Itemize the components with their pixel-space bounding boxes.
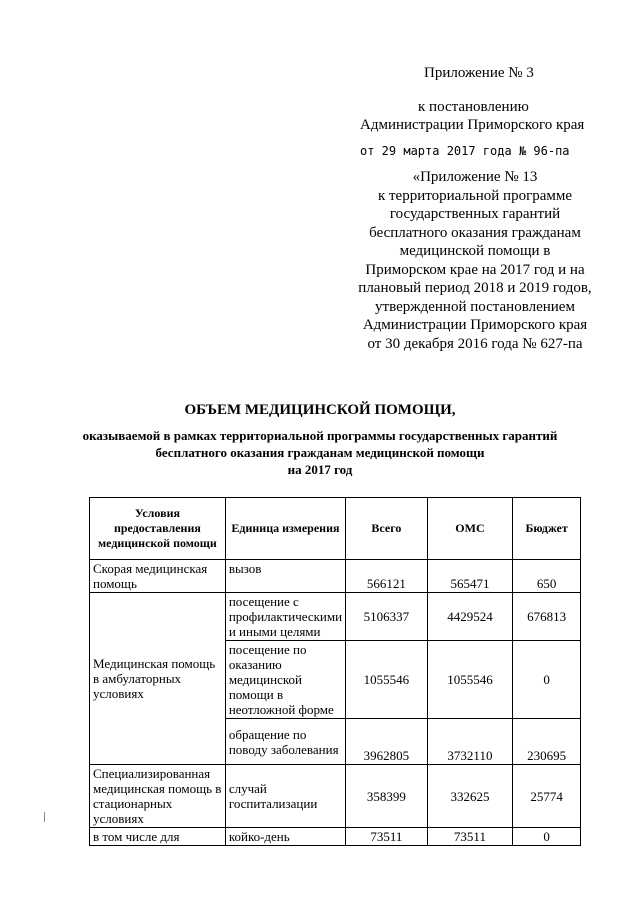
cell-unit: койко-день bbox=[225, 828, 345, 846]
appendix-number: Приложение № 3 bbox=[424, 65, 534, 81]
cell-budget: 0 bbox=[513, 641, 581, 719]
cell-condition: Медицинская помощь в амбулаторных условиях bbox=[90, 593, 226, 765]
cell-budget: 230695 bbox=[513, 719, 581, 765]
administration-name: Администрации Приморского края bbox=[360, 117, 585, 133]
cell-condition: Скорая медицинская помощь bbox=[90, 560, 226, 593]
cell-budget: 650 bbox=[513, 560, 581, 593]
quote-line: Приморском крае на 2017 год и на bbox=[365, 261, 585, 278]
header-total: Всего bbox=[346, 498, 428, 560]
cell-total: 3962805 bbox=[346, 719, 428, 765]
table-row bbox=[90, 828, 581, 846]
to-resolution: к постановлению bbox=[418, 99, 529, 115]
quote-line: от 30 декабря 2016 года № 627-па bbox=[367, 335, 583, 352]
cell-budget: 676813 bbox=[513, 593, 581, 641]
cell-total: 5106337 bbox=[346, 593, 428, 641]
quote-line: бесплатного оказания гражданам bbox=[369, 224, 581, 241]
table-header-row bbox=[90, 498, 581, 560]
cell-oms: 565471 bbox=[427, 560, 513, 593]
quote-line: к территориальной программе bbox=[377, 187, 573, 204]
table-row bbox=[90, 765, 581, 828]
cell-total: 1055546 bbox=[346, 641, 428, 719]
resolution-date: от 29 марта 2017 года № 96-па bbox=[360, 144, 570, 158]
table-row bbox=[90, 593, 581, 641]
cell-unit: вызов bbox=[225, 560, 345, 593]
cell-budget: 0 bbox=[513, 828, 581, 846]
quote-line: государственных гарантий bbox=[389, 206, 561, 222]
document-title: ОБЪЕМ МЕДИЦИНСКОЙ ПОМОЩИ, bbox=[184, 402, 456, 418]
cell-budget: 25774 bbox=[513, 765, 581, 828]
appendix-quote-block bbox=[340, 168, 610, 353]
cell-oms: 332625 bbox=[427, 765, 513, 828]
header-budget: Бюджет bbox=[513, 498, 581, 560]
header-unit: Единица измерения bbox=[225, 498, 345, 560]
cell-oms: 3732110 bbox=[427, 719, 513, 765]
medical-volume-table bbox=[89, 497, 581, 846]
cell-condition: в том числе для bbox=[90, 828, 226, 846]
cell-total: 566121 bbox=[346, 560, 428, 593]
cell-unit: случай госпитализации bbox=[225, 765, 345, 828]
cell-oms: 4429524 bbox=[427, 593, 513, 641]
cell-condition: Специализированная медицинская помощь в стационарных условиях bbox=[90, 765, 226, 828]
header-oms: ОМС bbox=[427, 498, 513, 560]
document-subtitle-2: бесплатного оказания гражданам медицинской помощи bbox=[155, 445, 485, 460]
quote-line: «Приложение № 13 bbox=[412, 169, 538, 185]
cell-oms: 73511 bbox=[427, 828, 513, 846]
quote-line: медицинской помощи в bbox=[399, 243, 551, 259]
scan-margin-mark bbox=[44, 812, 48, 822]
cell-total: 73511 bbox=[346, 828, 428, 846]
document-subtitle-1: оказываемой в рамках территориальной программы государственных гарантий bbox=[82, 428, 558, 443]
quote-line: утвержденной постановлением bbox=[375, 298, 575, 315]
document-subtitle-3: на 2017 год bbox=[287, 462, 353, 477]
cell-unit: посещение с профилактическими и иными целями bbox=[225, 593, 345, 641]
quote-line: Администрации Приморского края bbox=[362, 317, 588, 333]
cell-oms: 1055546 bbox=[427, 641, 513, 719]
table-row bbox=[90, 560, 581, 593]
header-conditions: Условия предоставления медицинской помощи bbox=[90, 498, 226, 560]
quote-line: плановый период 2018 и 2019 годов, bbox=[358, 280, 592, 296]
cell-unit: обращение по поводу заболевания bbox=[225, 719, 345, 765]
cell-total: 358399 bbox=[346, 765, 428, 828]
cell-unit: посещение по оказанию медицинской помощи в неотложной форме bbox=[225, 641, 345, 719]
